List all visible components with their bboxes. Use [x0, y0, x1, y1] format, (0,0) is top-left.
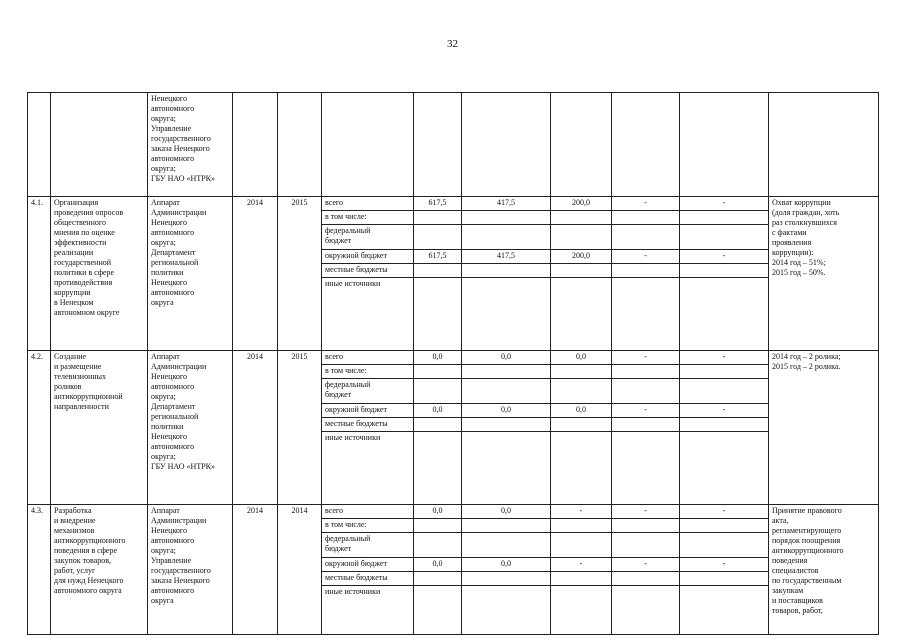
cell-c4 — [612, 432, 680, 505]
cell-executor: Аппарат Администрации Ненецкого автономного округа; Департамент региональной политики Ненецкого автономного округа — [148, 197, 233, 351]
cell-start — [233, 93, 278, 197]
cell-executor: Ненецкого автономного округа; Управление государственного заказа Ненецкого автономного округа; ГБУ НАО «НТРК» — [148, 93, 233, 197]
cell-source: иные источники — [322, 586, 414, 635]
cell-c4: - — [612, 505, 680, 519]
cell-c4: - — [612, 250, 680, 264]
cell-name — [51, 93, 148, 197]
cell-total: 0,0 — [414, 505, 462, 519]
cell-result: Принятие правового акта, регламентирующего порядок поощрения антикоррупционного поведения специалистов по государственным закупкам и поставщиков товаров, работ, — [769, 505, 879, 635]
cell-source: окружной бюджет — [322, 558, 414, 572]
cell-c5: - — [680, 250, 769, 264]
cell-2014 — [462, 93, 551, 197]
cell-2015: 200,0 — [551, 250, 612, 264]
cell-end: 2015 — [278, 197, 322, 351]
cell-c4 — [612, 278, 680, 351]
cell-source: иные источники — [322, 432, 414, 505]
cell-source: в том числе: — [322, 519, 414, 533]
cell-c4 — [612, 418, 680, 432]
cell-total: 0,0 — [414, 351, 462, 365]
cell-2014 — [462, 586, 551, 635]
measure-row — [28, 197, 879, 211]
cell-source: всего — [322, 197, 414, 211]
cell-total — [414, 225, 462, 250]
cell-2015 — [551, 533, 612, 558]
cell-c5 — [680, 533, 769, 558]
cell-2014 — [462, 519, 551, 533]
cell-source: всего — [322, 505, 414, 519]
cell-c4 — [612, 586, 680, 635]
cell-total — [414, 278, 462, 351]
cell-2015: - — [551, 505, 612, 519]
cell-2014 — [462, 379, 551, 404]
cell-result: 2014 год – 2 ролика; 2015 год – 2 ролика. — [769, 351, 879, 505]
cell-executor: Аппарат Администрации Ненецкого автономного округа; Управление государственного заказа Ненецкого автономного округа — [148, 505, 233, 635]
cell-total: 617,5 — [414, 250, 462, 264]
cell-c5 — [680, 93, 769, 197]
cell-c4 — [612, 93, 680, 197]
cell-2014: 0,0 — [462, 404, 551, 418]
cell-source: федеральный бюджет — [322, 379, 414, 404]
cell-total: 0,0 — [414, 558, 462, 572]
cell-2015 — [551, 211, 612, 225]
cell-end — [278, 93, 322, 197]
cell-c4 — [612, 365, 680, 379]
cell-2015 — [551, 225, 612, 250]
cell-2015 — [551, 432, 612, 505]
cell-start: 2014 — [233, 505, 278, 635]
cell-c4 — [612, 225, 680, 250]
cell-c5: - — [680, 505, 769, 519]
cell-2015: 0,0 — [551, 351, 612, 365]
cell-num: 4.1. — [28, 197, 51, 351]
cell-c4: - — [612, 404, 680, 418]
cell-c4 — [612, 211, 680, 225]
cell-source: местные бюджеты — [322, 572, 414, 586]
cell-name: Создание и размещение телевизионных роликов антикоррупционной направленности — [51, 351, 148, 505]
cell-total — [414, 519, 462, 533]
cell-num: 4.2. — [28, 351, 51, 505]
cell-c5 — [680, 379, 769, 404]
continuation-row — [28, 93, 879, 197]
cell-2015 — [551, 418, 612, 432]
cell-2015 — [551, 365, 612, 379]
cell-2014 — [462, 418, 551, 432]
cell-2015 — [551, 264, 612, 278]
cell-total: 617,5 — [414, 197, 462, 211]
measure-row — [28, 351, 879, 365]
cell-c5: - — [680, 351, 769, 365]
cell-2014 — [462, 432, 551, 505]
cell-2015: 0,0 — [551, 404, 612, 418]
cell-total — [414, 211, 462, 225]
cell-2014: 417,5 — [462, 250, 551, 264]
cell-c5 — [680, 264, 769, 278]
cell-c5: - — [680, 197, 769, 211]
cell-c5 — [680, 432, 769, 505]
cell-source: федеральный бюджет — [322, 225, 414, 250]
program-table — [27, 92, 879, 635]
cell-source: местные бюджеты — [322, 418, 414, 432]
cell-result — [769, 93, 879, 197]
cell-source: окружной бюджет — [322, 250, 414, 264]
cell-c4: - — [612, 558, 680, 572]
cell-total — [414, 418, 462, 432]
cell-2014 — [462, 533, 551, 558]
cell-total — [414, 586, 462, 635]
cell-2014: 0,0 — [462, 505, 551, 519]
cell-c4 — [612, 533, 680, 558]
cell-total — [414, 432, 462, 505]
cell-source: местные бюджеты — [322, 264, 414, 278]
cell-c4: - — [612, 197, 680, 211]
cell-start: 2014 — [233, 351, 278, 505]
cell-c5: - — [680, 558, 769, 572]
cell-c5 — [680, 365, 769, 379]
cell-name: Разработка и внедрение механизмов антикоррупционного поведения в сфере закупок товаров, работ, услуг для нужд Ненецкого автономного округа — [51, 505, 148, 635]
cell-c5 — [680, 278, 769, 351]
cell-total — [414, 365, 462, 379]
page-number: 32 — [447, 38, 458, 50]
cell-total — [414, 572, 462, 586]
cell-c5 — [680, 225, 769, 250]
cell-executor: Аппарат Администрации Ненецкого автономного округа; Департамент региональной политики Ненецкого автономного округа; ГБУ НАО «НТРК» — [148, 351, 233, 505]
cell-start: 2014 — [233, 197, 278, 351]
cell-source: федеральный бюджет — [322, 533, 414, 558]
cell-source — [322, 93, 414, 197]
cell-total — [414, 264, 462, 278]
cell-2015: - — [551, 558, 612, 572]
cell-c4: - — [612, 351, 680, 365]
cell-end: 2015 — [278, 351, 322, 505]
cell-2014 — [462, 365, 551, 379]
cell-c5 — [680, 519, 769, 533]
cell-2015 — [551, 379, 612, 404]
cell-2014 — [462, 278, 551, 351]
cell-num — [28, 93, 51, 197]
cell-2015 — [551, 278, 612, 351]
cell-2015 — [551, 93, 612, 197]
cell-source: в том числе: — [322, 365, 414, 379]
cell-source: в том числе: — [322, 211, 414, 225]
cell-result: Охват коррупции (доля граждан, хоть раз столкнувшихся с фактами проявления коррупции): 2014 год – 51%; 2015 год – 50%. — [769, 197, 879, 351]
cell-2014: 0,0 — [462, 351, 551, 365]
cell-2015: 200,0 — [551, 197, 612, 211]
cell-name: Организация проведения опросов общественного мнения по оценке эффективности реализации государственной политики в сфере противодействия коррупции в Ненецком автономном округе — [51, 197, 148, 351]
cell-total: 0,0 — [414, 404, 462, 418]
cell-c5 — [680, 211, 769, 225]
cell-total — [414, 93, 462, 197]
cell-c5: - — [680, 404, 769, 418]
cell-2014 — [462, 572, 551, 586]
cell-2014: 417,5 — [462, 197, 551, 211]
cell-source: иные источники — [322, 278, 414, 351]
cell-2015 — [551, 586, 612, 635]
cell-source: всего — [322, 351, 414, 365]
cell-num: 4.3. — [28, 505, 51, 635]
measure-row — [28, 505, 879, 519]
cell-2014 — [462, 211, 551, 225]
cell-total — [414, 533, 462, 558]
cell-c4 — [612, 519, 680, 533]
cell-source: окружной бюджет — [322, 404, 414, 418]
cell-2015 — [551, 572, 612, 586]
cell-c5 — [680, 572, 769, 586]
cell-c5 — [680, 586, 769, 635]
cell-2014 — [462, 264, 551, 278]
cell-2015 — [551, 519, 612, 533]
cell-c4 — [612, 379, 680, 404]
cell-total — [414, 379, 462, 404]
cell-c5 — [680, 418, 769, 432]
cell-end: 2014 — [278, 505, 322, 635]
cell-2014: 0,0 — [462, 558, 551, 572]
cell-c4 — [612, 572, 680, 586]
cell-c4 — [612, 264, 680, 278]
cell-2014 — [462, 225, 551, 250]
